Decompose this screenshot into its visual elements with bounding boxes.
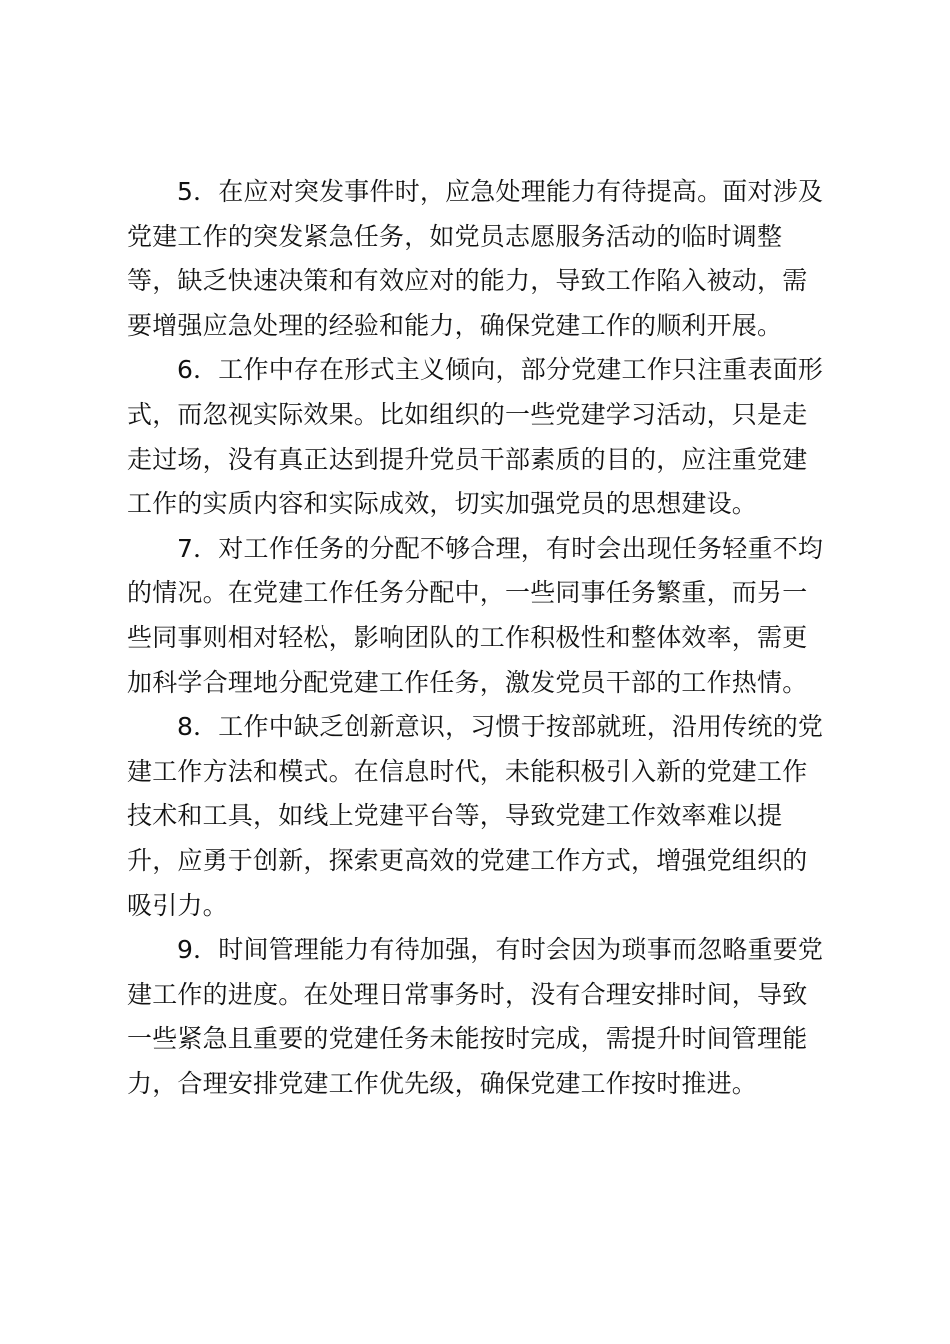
paragraph-9 (127, 928, 837, 1106)
paragraph-line: 升，应勇于创新，探索更高效的党建工作方式，增强党组织的 (127, 845, 808, 875)
paragraph-line: 5．在应对突发事件时，应急处理能力有待提高。面对涉及 (177, 177, 824, 206)
paragraph-8 (127, 705, 837, 928)
document-body (127, 170, 837, 1106)
paragraph-line: 吸引力。 (127, 890, 228, 920)
paragraph-line: 些同事则相对轻松，影响团队的工作积极性和整体效率，需更 (127, 622, 808, 652)
paragraph-line: 式，而忽视实际效果。比如组织的一些党建学习活动，只是走 (127, 399, 808, 429)
paragraph-line: 技术和工具，如线上党建平台等，导致党建工作效率难以提 (127, 801, 783, 831)
paragraph-5 (127, 170, 837, 348)
paragraph-6 (127, 348, 837, 526)
paragraph-7 (127, 527, 837, 705)
paragraph-line: 9．时间管理能力有待加强，有时会因为琐事而忽略重要党 (177, 935, 824, 965)
paragraph-line: 等，缺乏快速决策和有效应对的能力，导致工作陷入被动，需 (127, 266, 808, 296)
paragraph-line: 8．工作中缺乏创新意识，习惯于按部就班，沿用传统的党 (177, 712, 824, 742)
paragraph-line: 加科学合理地分配党建工作任务，激发党员干部的工作热情。 (127, 667, 808, 697)
paragraph-line: 力，合理安排党建工作优先级，确保党建工作按时推进。 (127, 1068, 758, 1098)
paragraph-line: 走过场，没有真正达到提升党员干部素质的目的，应注重党建 (127, 444, 808, 474)
paragraph-line: 工作的实质内容和实际成效，切实加强党员的思想建设。 (127, 489, 758, 519)
paragraph-line: 7．对工作任务的分配不够合理，有时会出现任务轻重不均 (177, 533, 824, 563)
paragraph-line: 6．工作中存在形式主义倾向，部分党建工作只注重表面形 (177, 355, 824, 385)
paragraph-line: 党建工作的突发紧急任务，如党员志愿服务活动的临时调整 (127, 221, 783, 251)
paragraph-line: 一些紧急且重要的党建任务未能按时完成，需提升时间管理能 (127, 1024, 808, 1054)
paragraph-line: 建工作方法和模式。在信息时代，未能积极引入新的党建工作 (127, 756, 808, 786)
paragraph-line: 要增强应急处理的经验和能力，确保党建工作的顺利开展。 (127, 310, 783, 340)
paragraph-line: 建工作的进度。在处理日常事务时，没有合理安排时间，导致 (127, 979, 808, 1009)
paragraph-line: 的情况。在党建工作任务分配中，一些同事任务繁重，而另一 (127, 578, 808, 608)
